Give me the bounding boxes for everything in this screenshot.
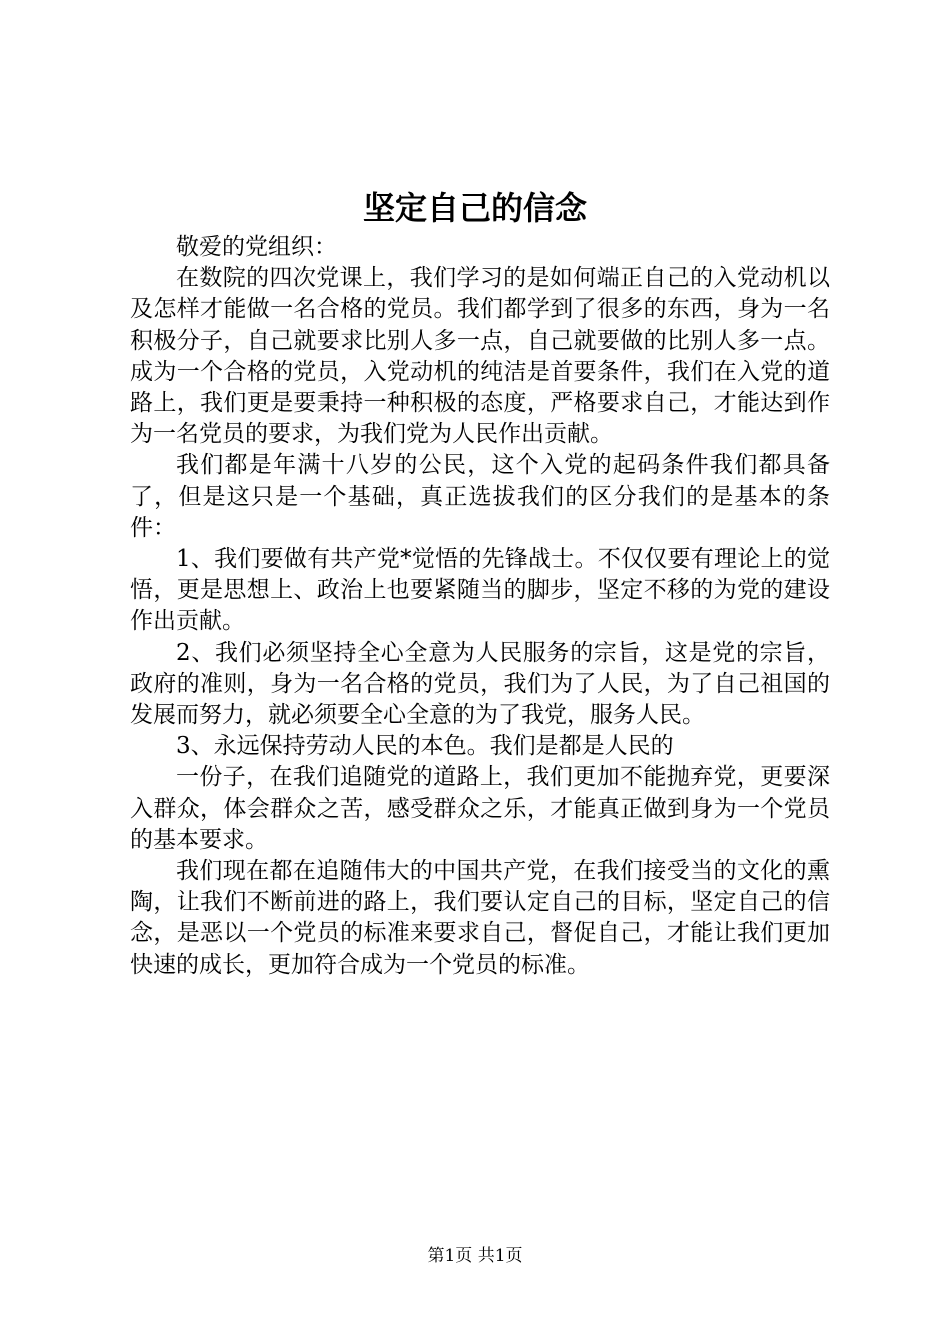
page-footer: 第1页 共1页 xyxy=(427,1246,523,1266)
paragraph: 一份子，在我们追随党的道路上，我们更加不能抛弃党，更要深入群众，体会群众之苦，感受群众之乐，才能真正做到身为一个党员的基本要求。 xyxy=(130,764,830,853)
document-body xyxy=(130,232,830,981)
paragraph: 我们现在都在追随伟大的中国共产党，在我们接受当的文化的熏陶，让我们不断前进的路上，我们要认定自己的目标，坚定自己的信念，是恶以一个党员的标准来要求自己，督促自己，才能让我们更加快速的成长，更加符合成为一个党员的标准。 xyxy=(130,858,830,978)
paragraph: 在数院的四次党课上，我们学习的是如何端正自己的入党动机以及怎样才能做一名合格的党员。我们都学到了很多的东西，身为一名积极分子，自己就要求比别人多一点，自己就要做的比别人多一点。成为一个合格的党员，入党动机的纯洁是首要条件，我们在入党的道路上，我们更是要秉持一种积极的态度，严格要求自己，才能达到作为一名党员的要求，为我们党为人民作出贡献。 xyxy=(130,265,830,448)
paragraph: 我们都是年满十八岁的公民，这个入党的起码条件我们都具备了，但是这只是一个基础，真正选拔我们的区分我们的是基本的条件： xyxy=(130,452,830,541)
document-title: 坚定自己的信念 xyxy=(362,189,587,227)
greeting: 敬爱的党组织： xyxy=(176,234,337,260)
paragraph: 1、我们要做有共产党*觉悟的先锋战士。不仅仅要有理论上的觉悟，更是思想上、政治上也要紧随当的脚步，坚定不移的为党的建设作出贡献。 xyxy=(130,546,830,635)
paragraph: 2、我们必须坚持全心全意为人民服务的宗旨，这是党的宗旨，政府的准则，身为一名合格的党员，我们为了人民，为了自己祖国的发展而努力，就必须要全心全意的为了我党，服务人民。 xyxy=(130,639,830,729)
paragraph: 3、永远保持劳动人民的本色。我们是都是人民的 xyxy=(176,733,674,760)
